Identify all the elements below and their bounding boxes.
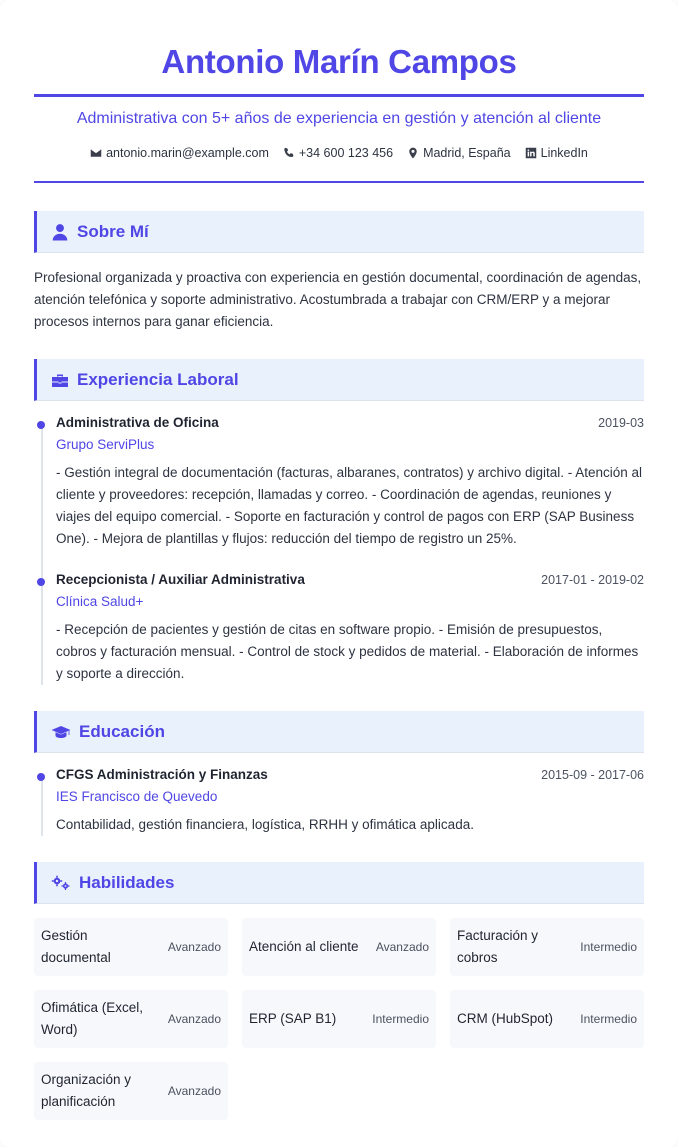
candidate-name: Antonio Marín Campos: [161, 43, 517, 80]
education-section-header: [34, 711, 644, 753]
skill-card: [242, 918, 436, 976]
education-entry: [56, 767, 644, 836]
job-dates: 2019-03: [598, 416, 644, 430]
contact-phone[interactable]: [283, 145, 393, 161]
resume-header: [34, 0, 644, 183]
job-title: Recepcionista / Auxiliar Administrativa: [56, 572, 305, 587]
skill-level: Avanzado: [167, 1084, 221, 1098]
experience-entry: [56, 415, 644, 550]
skill-name: ERP (SAP B1): [249, 1011, 337, 1026]
contact-linkedin-text: LinkedIn: [540, 146, 588, 160]
about-section-title: Sobre Mí: [77, 221, 149, 241]
contact-location-text: Madrid, España: [423, 146, 511, 160]
job-description: - Gestión integral de documentación (facturas, albaranes, contratos) y archivo digital. - Atención al cliente y proveedores: recepción, llamadas y correo. - Coordinación de agendas, reuniones y viajes del equipo comercial. - Soporte en facturación y control de pagos con ERP (SAP Business One). - Mejora de plantillas y flujos: reducción del tiempo de registro un 25%.: [56, 465, 643, 546]
education-timeline: [34, 767, 644, 836]
contact-email-text: antonio.marin@example.com: [106, 146, 269, 160]
experience-section-title: Experiencia Laboral: [77, 369, 239, 389]
graduation-cap-icon: [51, 723, 71, 741]
skill-card: [450, 990, 644, 1048]
skill-level: Intermedio: [372, 1012, 429, 1026]
skill-level: Intermedio: [580, 1012, 637, 1026]
education-section-title: Educación: [79, 721, 165, 741]
contact-phone-text: +34 600 123 456: [298, 146, 394, 160]
degree-dates: 2015-09 - 2017-06: [541, 768, 644, 782]
skill-card: [34, 918, 228, 976]
contact-location: [407, 145, 511, 161]
skill-level: Avanzado: [167, 1012, 221, 1026]
experience-entry: [56, 572, 644, 685]
headline-tagline: Administrativa con 5+ años de experiencia en gestión y atención al cliente: [76, 110, 602, 127]
briefcase-icon: [51, 371, 69, 389]
timeline-dot: [37, 578, 45, 586]
skill-name: Organización y planificación: [41, 1072, 132, 1109]
skill-card: [34, 990, 228, 1048]
company-name: Grupo ServiPlus: [56, 437, 155, 452]
education-section: [34, 711, 644, 836]
gears-icon: [51, 874, 71, 892]
school-name: IES Francisco de Quevedo: [56, 789, 218, 804]
skill-name: Facturación y cobros: [457, 928, 539, 965]
skills-section-header: [34, 862, 644, 904]
skill-name: CRM (HubSpot): [457, 1011, 554, 1026]
skill-card: [34, 1062, 228, 1120]
header-divider-top: [34, 94, 644, 97]
skill-level: Avanzado: [167, 940, 221, 954]
experience-section: [34, 359, 644, 685]
skill-name: Gestión documental: [41, 928, 111, 965]
envelope-icon: [90, 147, 102, 159]
skills-section: [34, 862, 644, 1120]
company-name: Clínica Salud+: [56, 594, 144, 609]
skills-section-title: Habilidades: [79, 872, 175, 892]
about-section-header: [34, 211, 644, 253]
linkedin-icon: [525, 147, 537, 159]
contact-linkedin[interactable]: [525, 145, 588, 161]
experience-timeline: [34, 415, 644, 685]
contact-email[interactable]: [90, 145, 269, 161]
degree-title: CFGS Administración y Finanzas: [56, 767, 268, 782]
about-section: [34, 211, 644, 333]
user-icon: [51, 223, 69, 241]
skill-level: Avanzado: [375, 940, 429, 954]
contact-bar: [34, 145, 644, 161]
phone-icon: [283, 147, 295, 159]
skill-level: Intermedio: [580, 940, 637, 954]
skills-grid: [34, 918, 644, 1120]
skill-name: Ofimática (Excel, Word): [41, 1000, 144, 1037]
skill-card: [242, 990, 436, 1048]
experience-section-header: [34, 359, 644, 401]
job-title: Administrativa de Oficina: [56, 415, 219, 430]
header-divider-bottom: [34, 181, 644, 183]
timeline-dot: [37, 773, 45, 781]
skill-card: [450, 918, 644, 976]
skill-name: Atención al cliente: [249, 939, 359, 954]
about-text: Profesional organizada y proactiva con experiencia en gestión documental, coordinación de agendas, atención telefónica y soporte administrativo. Acostumbrada a trabajar con CRM/ERP y a mejorar procesos internos para ganar eficiencia.: [34, 270, 642, 329]
job-description: - Recepción de pacientes y gestión de citas en software propio. - Emisión de presupuestos, cobros y facturación mensual. - Control de stock y pedidos de material. - Elaboración de informes y soporte a dirección.: [56, 622, 639, 681]
job-dates: 2017-01 - 2019-02: [541, 573, 644, 587]
timeline-dot: [37, 421, 45, 429]
degree-description: Contabilidad, gestión financiera, logística, RRHH y ofimática aplicada.: [56, 817, 474, 832]
map-pin-icon: [407, 147, 419, 159]
